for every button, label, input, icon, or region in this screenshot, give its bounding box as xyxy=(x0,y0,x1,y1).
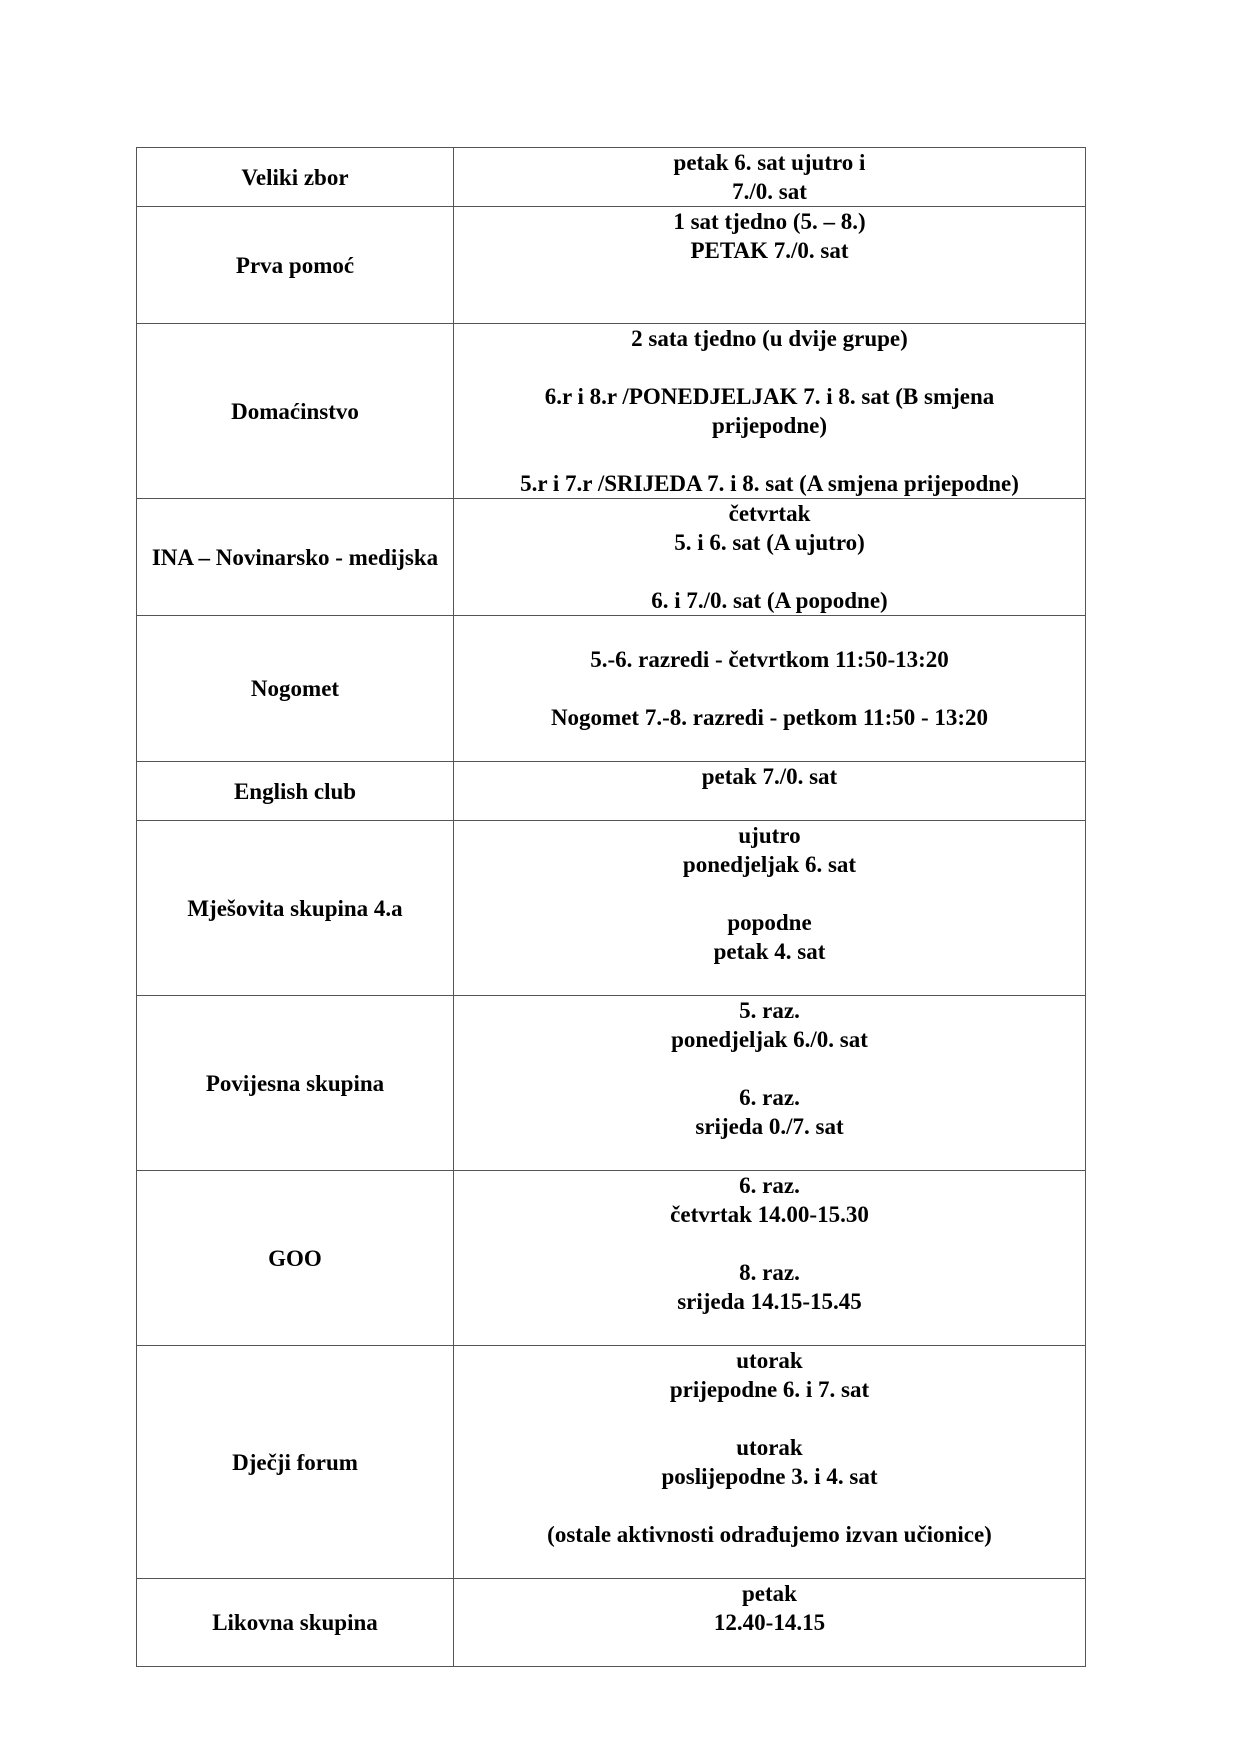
time-line: 8. raz. xyxy=(739,1260,800,1285)
time-line: četvrtak xyxy=(728,501,811,526)
time-line: srijeda 14.15-15.45 xyxy=(677,1289,862,1314)
time-line: utorak xyxy=(736,1348,803,1373)
time-line xyxy=(458,616,1081,645)
time-line xyxy=(458,879,1081,908)
schedule-row xyxy=(137,1579,1086,1667)
time-line: ponedjeljak 6./0. sat xyxy=(671,1027,868,1052)
schedule-body xyxy=(137,148,1086,1667)
time-line: četvrtak 14.00-15.30 xyxy=(670,1202,869,1227)
activity-time xyxy=(454,1171,1086,1346)
time-line xyxy=(458,353,1081,382)
activity-time xyxy=(454,762,1086,821)
time-line: petak 6. sat ujutro i xyxy=(673,150,866,175)
time-line: (ostale aktivnosti odrađujemo izvan učionice) xyxy=(547,1522,992,1547)
activity-time xyxy=(454,821,1086,996)
time-line: 5.r i 7.r /SRIJEDA 7. i 8. sat (A smjena prijepodne) xyxy=(520,471,1019,496)
activity-time xyxy=(454,324,1086,499)
activity-name: Povijesna skupina xyxy=(137,996,454,1171)
activity-name: Mješovita skupina 4.a xyxy=(137,821,454,996)
schedule-row xyxy=(137,207,1086,324)
time-line: 7./0. sat xyxy=(732,179,807,204)
time-line: 12.40-14.15 xyxy=(713,1610,826,1635)
time-line: 5.-6. razredi - četvrtkom 11:50-13:20 xyxy=(590,647,949,672)
activity-name: Domaćinstvo xyxy=(137,324,454,499)
activity-time xyxy=(454,1346,1086,1579)
time-line: 6. i 7./0. sat (A popodne) xyxy=(651,588,888,613)
schedule-row xyxy=(137,324,1086,499)
schedule-row xyxy=(137,762,1086,821)
time-line xyxy=(458,1491,1081,1520)
time-line xyxy=(458,1404,1081,1433)
time-line xyxy=(458,440,1081,469)
activity-time xyxy=(454,499,1086,616)
activity-name: GOO xyxy=(137,1171,454,1346)
time-line: petak xyxy=(742,1581,797,1606)
schedule-row xyxy=(137,616,1086,762)
schedule-row xyxy=(137,148,1086,207)
activity-time xyxy=(454,616,1086,762)
time-line: popodne xyxy=(727,910,812,935)
time-line: srijeda 0./7. sat xyxy=(695,1114,844,1139)
time-line: prijepodne 6. i 7. sat xyxy=(669,1377,870,1402)
time-line xyxy=(458,1054,1081,1083)
activity-time xyxy=(454,207,1086,324)
activity-name: Nogomet xyxy=(137,616,454,762)
activity-name: Veliki zbor xyxy=(137,148,454,207)
time-line: PETAK 7./0. sat xyxy=(690,238,849,263)
activity-time xyxy=(454,148,1086,207)
activity-time xyxy=(454,996,1086,1171)
time-line: prijepodne) xyxy=(712,413,827,438)
schedule-row xyxy=(137,996,1086,1171)
time-line: petak 4. sat xyxy=(713,939,826,964)
time-line: 5. raz. xyxy=(739,998,800,1023)
activity-name: Dječji forum xyxy=(137,1346,454,1579)
schedule-row xyxy=(137,1346,1086,1579)
activity-time xyxy=(454,1579,1086,1667)
time-line: ujutro xyxy=(738,823,801,848)
time-line: poslijepodne 3. i 4. sat xyxy=(661,1464,878,1489)
time-line: 6. raz. xyxy=(739,1085,800,1110)
time-line xyxy=(458,674,1081,703)
time-line: 5. i 6. sat (A ujutro) xyxy=(674,530,865,555)
schedule-row xyxy=(137,821,1086,996)
time-line: Nogomet 7.-8. razredi - petkom 11:50 - 13:20 xyxy=(550,705,989,730)
time-line: 1 sat tjedno (5. – 8.) xyxy=(673,209,866,234)
time-line: ponedjeljak 6. sat xyxy=(682,852,857,877)
time-line xyxy=(458,1229,1081,1258)
time-line: 6.r i 8.r /PONEDJELJAK 7. i 8. sat (B smjena xyxy=(544,384,995,409)
time-line: 2 sata tjedno (u dvije grupe) xyxy=(631,326,908,351)
activity-name: Prva pomoć xyxy=(137,207,454,324)
schedule-table xyxy=(136,147,1086,1667)
time-line: petak 7./0. sat xyxy=(701,764,838,789)
schedule-row xyxy=(137,499,1086,616)
activity-name: English club xyxy=(137,762,454,821)
time-line xyxy=(458,557,1081,586)
time-line: utorak xyxy=(736,1435,803,1460)
time-line: 6. raz. xyxy=(739,1173,800,1198)
schedule-row xyxy=(137,1171,1086,1346)
activity-name: INA – Novinarsko - medijska xyxy=(137,499,454,616)
activity-name: Likovna skupina xyxy=(137,1579,454,1667)
